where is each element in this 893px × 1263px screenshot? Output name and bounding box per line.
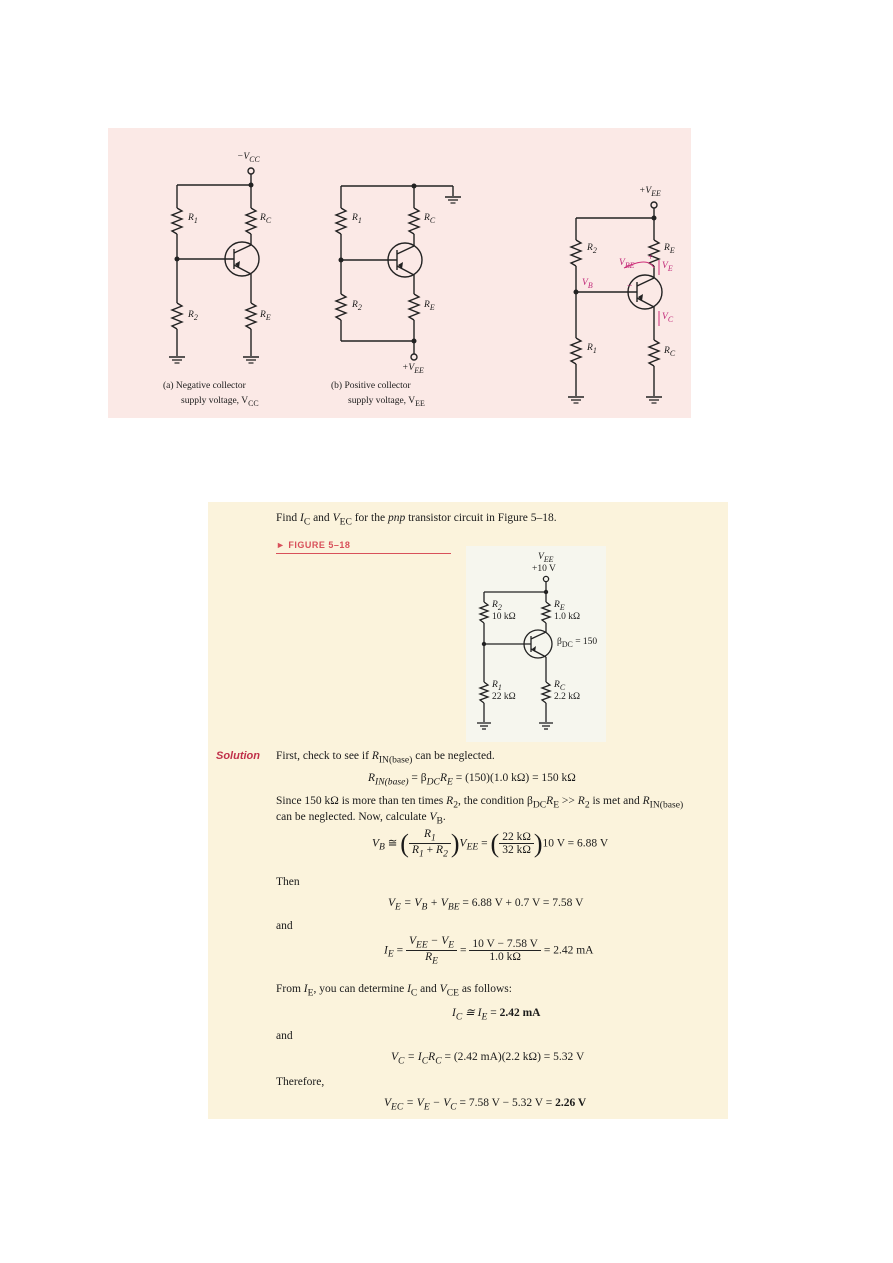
vee-label: $V_{EE}$ [538,552,554,564]
rc-label-b: $R_C$ [424,213,436,225]
r1-label: $R_1$ [492,680,502,692]
pnp-bias-schematics [108,128,691,418]
example-panel [208,502,728,1119]
re-label: $R_E$ [554,600,565,612]
ve-label-c: $V_E$ [662,261,673,273]
caption-a-line1: (a) Negative collector [163,381,246,391]
re-label-a: $R_E$ [260,310,271,322]
caption-b-line2: supply voltage, $V_{EE}$ [348,396,425,408]
eq-vc: $V_C = I_CR_C = (2.42$ mA)(2.2 kΩ) = 5.32 V [391,1051,585,1067]
r1-label-b: $R_1$ [352,213,362,225]
supply-label-a: $-V_{CC}$ [237,152,260,164]
solution-line3: can be neglected. Now, calculate $V_B$. [276,811,446,827]
minus-label-c: − [627,282,633,292]
and-label-2: and [276,1030,293,1042]
solution-line1: First, check to see if $R_{IN(base)}$ can be neglected. [276,750,495,766]
vc-label-c: $V_C$ [662,312,674,324]
figure-5-18-schematic [466,546,606,742]
eq-ie: $I_E$ = $\frac{V_{EE} - V_E}{R_E}$ = $\frac{10 V - 7.58 V}{1.0 k\Omega}$ = 2.42 mA [384,935,594,967]
eq-vb: $V_B$ ≅ ( $\frac{R_1}{R_1 + R_2}$ )$V_{EE}$ = ( $\frac{22 k\Omega}{32 k\Omega}$ )10 V = 6.88 V [372,828,609,860]
rc-value: 2.2 kΩ [554,692,581,702]
r2-label-a: $R_2$ [188,310,198,322]
eq-vec: $V_{EC} = V_E - V_C = 7.58$ V − 5.32 V = 2.26 V [384,1097,587,1113]
supply-label-b: $+V_{EE}$ [402,363,424,375]
caption-b-line1: (b) Positive collector [331,381,411,391]
rc-label-c: $R_C$ [664,346,676,358]
solution-line4: From $I_E$, you can determine $I_C$ and $V_{CE}$ as follows: [276,983,512,999]
r2-value: 10 kΩ [492,612,516,622]
r2-label-b: $R_2$ [352,300,362,312]
r2-label-c: $R_2$ [587,243,597,255]
figure-tag: ► FIGURE 5–18 [276,540,351,550]
vbe-label-c: $V_{BE}$ [619,258,635,270]
therefore-label: Therefore, [276,1076,325,1088]
solution-label: Solution [216,750,260,762]
vee-value: +10 V [532,564,556,574]
r1-label-c: $R_1$ [587,343,597,355]
r1-value: 22 kΩ [492,692,516,702]
problem-statement: Find $I_C$ and $V_{EC}$ for the pnp transistor circuit in Figure 5–18. [276,512,557,528]
rc-label: $R_C$ [554,680,566,692]
r2-label: $R_2$ [492,600,502,612]
re-value: 1.0 kΩ [554,612,581,622]
re-label-c: $R_E$ [664,243,675,255]
eq-ic: $I_C$ ≅ $I_E = 2.42$ mA [452,1007,541,1023]
then-label: Then [276,876,300,888]
figure-pnp-bias-configurations [108,128,691,418]
beta-label: $\beta_{DC} = 150$ [557,637,598,649]
and-label-1: and [276,920,293,932]
eq-ve: $V_E = V_B + V_{BE} = 6.88$ V + 0.7 V = 7.58 V [388,897,584,913]
eq-rin: $R_{IN(base)} = \beta_{DC}R_E = (150)(1.0$ kΩ) = 150 kΩ [368,772,576,788]
caption-a-line2: supply voltage, $V_{CC}$ [181,396,259,408]
vb-label-c: $V_B$ [582,278,593,290]
supply-label-c: $+V_{EE}$ [639,186,661,198]
figure-tag-rule [276,553,451,554]
plus-label-c: + [648,253,654,263]
re-label-b: $R_E$ [424,300,435,312]
rc-label-a: $R_C$ [260,213,272,225]
r1-label-a: $R_1$ [188,213,198,225]
solution-line2: Since 150 kΩ is more than ten times $R_2$, the condition $\beta_{DC}R_E >> R_2$ is met and $R_{IN(base)}$ [276,795,684,811]
